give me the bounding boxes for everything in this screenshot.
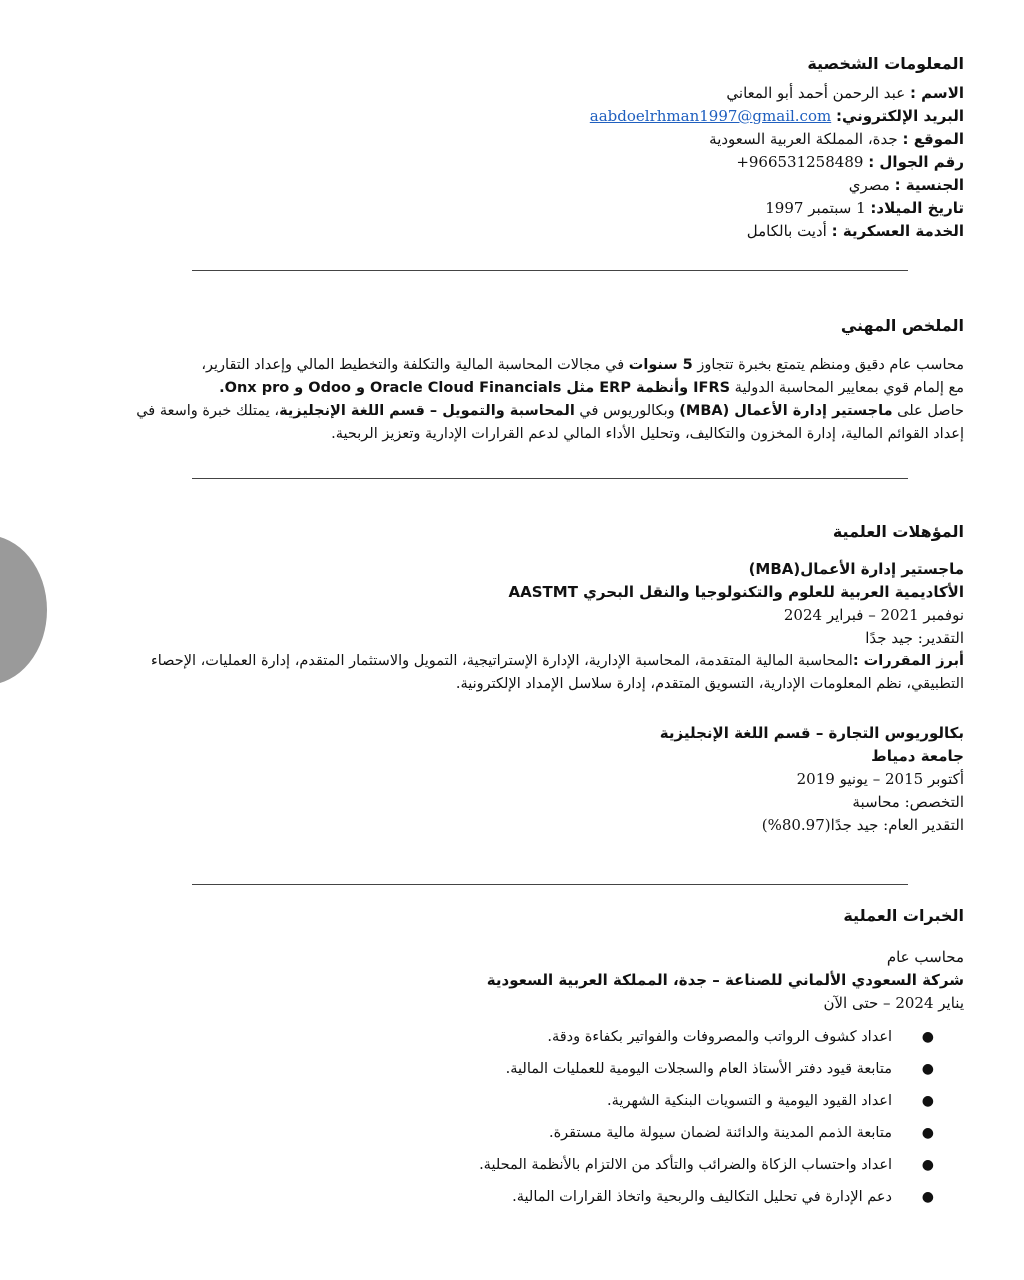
list-item [120,1117,964,1149]
list-item [120,1053,964,1085]
mba-school: الأكاديمية العربية للعلوم والتكنولوجيا والنقل البحري AASTMT [508,583,964,601]
list-item [120,1149,964,1181]
summary-section [100,314,964,446]
summary-text: في مجالات المحاسبة المالية والتكلفة والتخطيط المالي وإعداد التقارير، [201,357,629,373]
military-label: الخدمة العسكرية : [831,222,964,240]
summary-heading: الملخص المهني [840,316,964,335]
duty-text: اعداد القيود اليومية و التسويات البنكية الشهرية. [607,1093,892,1109]
nationality-label: الجنسية : [894,176,964,194]
mba-courses-text: المحاسبة المالية المتقدمة، المحاسبة الإدارية، الإدارة الإستراتيجية، التمويل والاستثمار المتقدم، إدارة العمليات، الإحصاء [150,653,853,669]
divider [192,884,908,885]
experience-heading: الخبرات العملية [843,906,964,925]
birth-row [120,197,964,220]
phone-value: +966531258489 [736,153,864,171]
duty-text: دعم الإدارة في تحليل التكاليف والربحية واتخاذ القرارات المالية. [512,1189,892,1205]
duty-text: متابعة الذمم المدينة والدائنة لضمان سيولة مالية مستقرة. [548,1125,892,1141]
location-row [120,128,964,151]
summary-text: مع إلمام قوي بمعايير المحاسبة الدولية [730,380,964,396]
bachelor-school: جامعة دمياط [871,747,964,765]
birth-value: 1 سبتمبر 1997 [765,199,866,217]
bullet-icon: ● [921,1189,934,1205]
summary-text: حاصل على [892,403,964,419]
email-row [120,105,964,128]
military-value: أديت بالكامل [746,222,827,240]
bachelor-grade: التقدير العام: جيد جدًا(80.97%) [761,816,964,834]
bachelor-degree: بكالوريوس التجارة – قسم اللغة الإنجليزية [659,724,964,742]
duty-text: اعداد واحتساب الزكاة والضرائب والتأكد من الالتزام بالأنظمة المحلية. [479,1157,892,1173]
company-name: شركة السعودي الألماني للصناعة – جدة، المملكة العربية السعودية [486,971,964,989]
bullet-icon: ● [921,1125,934,1141]
nationality-value: مصري [848,176,890,194]
mba-dates: نوفمبر 2021 – فبراير 2024 [783,606,964,624]
bullet-icon: ● [921,1029,934,1045]
mba-courses-label: أبرز المقررات : [852,653,964,669]
summary-text: ، يمتلك خبرة واسعة في [136,403,280,419]
phone-label: رقم الجوال : [868,153,964,171]
mba-grade: التقدير: جيد جدًا [865,629,964,647]
bachelor-dates: أكتوبر 2015 – يونيو 2019 [796,770,964,788]
nationality-row [120,174,964,197]
personal-info-heading: المعلومات الشخصية [807,54,964,73]
summary-years: 5 سنوات [628,357,693,373]
divider [192,478,908,479]
name-row [120,82,964,105]
summary-mba: ماجستير إدارة الأعمال (MBA) [679,403,893,419]
list-item [120,1021,964,1053]
summary-line-2 [100,377,964,400]
bullet-icon: ● [921,1157,934,1173]
duties-list [120,1021,964,1213]
summary-systems: IFRS وأنظمة ERP مثل Oracle Cloud Financials و Odoo و Onx pro. [219,380,731,396]
bachelor-major: التخصص: محاسبة [852,793,964,811]
bullet-icon: ● [921,1093,934,1109]
summary-line-4: إعداد القوائم المالية، إدارة المخزون والتكاليف، وتحليل الأداء المالي لدعم القرارات الإدارية وتعزيز الربحية. [331,426,964,442]
summary-line-3 [100,400,964,423]
birth-label: تاريخ الميلاد: [870,199,964,217]
duty-text: متابعة قيود دفتر الأستاذ العام والسجلات اليومية للعمليات المالية. [505,1061,892,1077]
bullet-icon: ● [921,1061,934,1077]
summary-line-1 [100,354,964,377]
email-label: البريد الإلكتروني: [836,107,964,125]
list-item [120,1181,964,1213]
email-link[interactable]: aabdoelrhman1997@gmail.com [589,107,832,125]
divider [192,270,908,271]
mba-degree: ماجستير إدارة الأعمال(MBA) [748,560,964,578]
scroll-thumb-overlay[interactable] [0,535,47,685]
job-dates: يناير 2024 – حتى الآن [823,994,964,1012]
list-item [120,1085,964,1117]
military-row [120,220,964,243]
experience-section [120,904,964,1213]
education-section [100,520,964,837]
job-title: محاسب عام [886,948,964,966]
personal-info-section [120,52,964,243]
duty-text: اعداد كشوف الرواتب والمصروفات والفواتير بكفاءة ودقة. [547,1029,892,1045]
location-label: الموقع : [902,130,964,148]
phone-row [120,151,964,174]
education-heading: المؤهلات العلمية [832,522,964,541]
summary-text: محاسب عام دقيق ومنظم يتمتع بخبرة تتجاوز [692,357,964,373]
mba-courses-line-2: التطبيقي، نظم المعلومات الإدارية، التسويق المتقدم، إدارة سلاسل الإمداد الإلكترونية. [455,676,964,692]
location-value: جدة، المملكة العربية السعودية [709,130,898,148]
summary-text: وبكالوريوس في [574,403,680,419]
name-label: الاسم : [909,84,964,102]
name-value: عبد الرحمن أحمد أبو المعاني [726,84,906,102]
mba-courses-line-1 [100,650,964,673]
summary-major: المحاسبة والتمويل – قسم اللغة الإنجليزية [279,403,575,419]
